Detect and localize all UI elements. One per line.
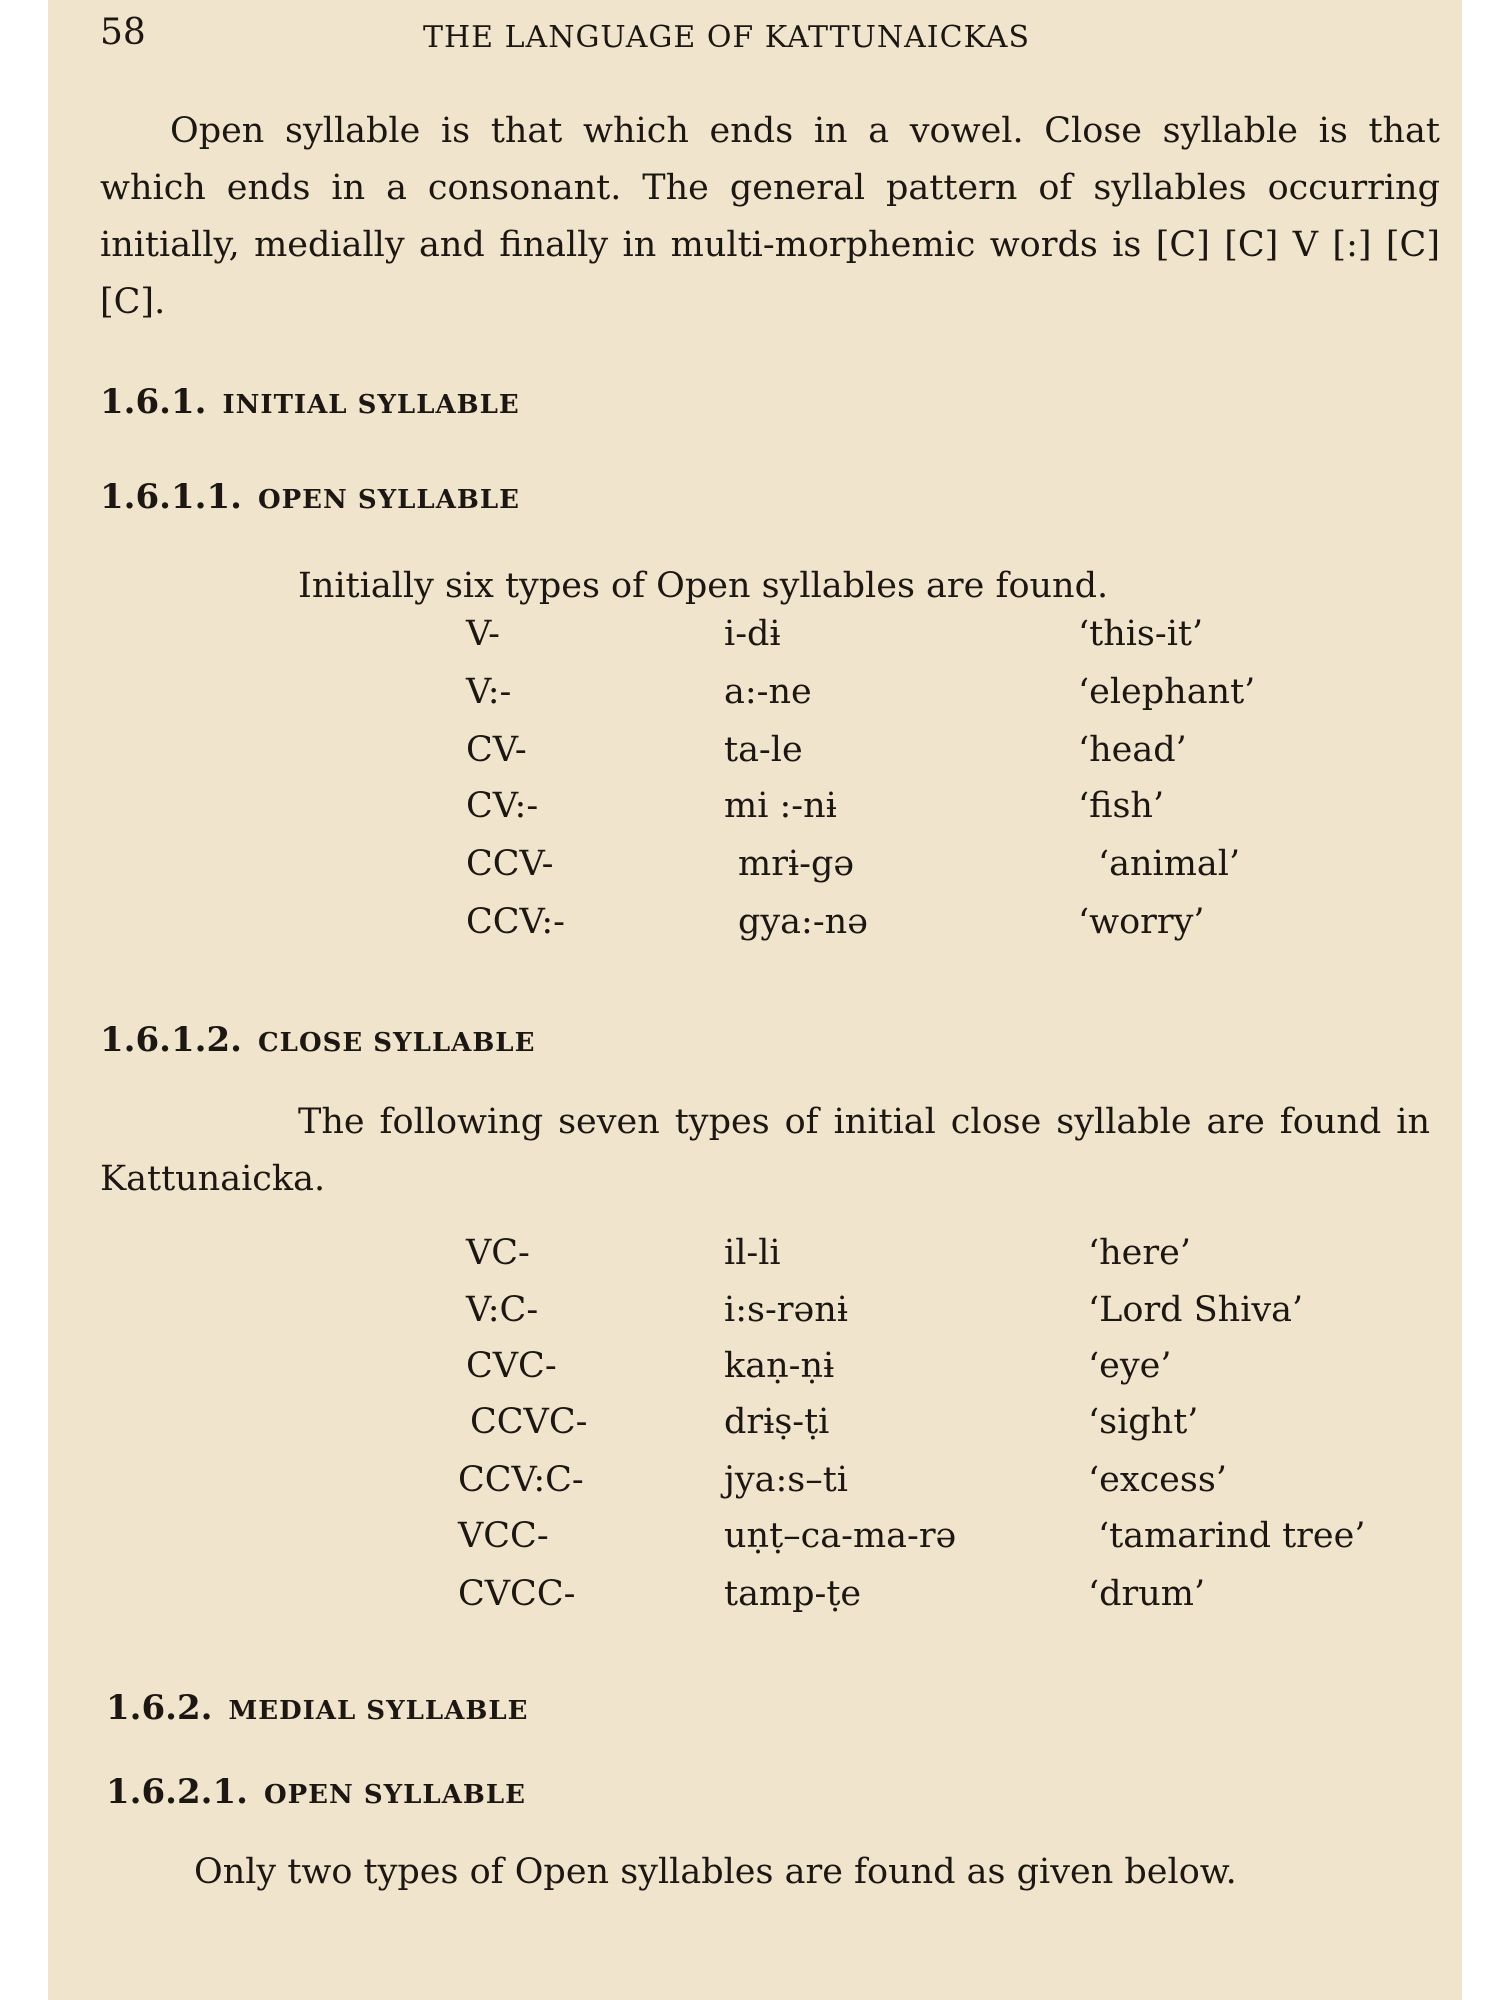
syllable-pattern: CV- (466, 730, 527, 770)
heading-number: 1.6.2.1. (106, 1772, 248, 1812)
intro-paragraph: Open syllable is that which ends in a vowel. Close syllable is that which ends in a consonant. The general pattern of syllables occurring initially, medially and finally in multi-morphemic words is [C] [C] V [:] [C] [C]. (100, 111, 1440, 322)
heading-1-6-2-1 (106, 1772, 526, 1812)
gloss: ‘this-it’ (1078, 614, 1204, 654)
heading-number: 1.6.1.2. (100, 1020, 242, 1060)
gloss: ‘elephant’ (1078, 672, 1256, 712)
heading-number: 1.6.2. (106, 1688, 213, 1728)
example-word: il-li (724, 1233, 781, 1273)
gloss: ‘drum’ (1088, 1574, 1206, 1614)
example-word: drɨṣ-ṭi (724, 1402, 830, 1442)
heading-title: CLOSE SYLLABLE (257, 1028, 536, 1058)
syllable-pattern: V:C- (466, 1290, 539, 1330)
example-word: i-dɨ (724, 614, 781, 654)
gloss: ‘head’ (1078, 730, 1187, 770)
example-row (48, 614, 1462, 670)
gloss: ‘worry’ (1078, 902, 1205, 942)
heading-number: 1.6.1. (100, 382, 207, 422)
example-row (48, 786, 1462, 842)
syllable-pattern: CVCC- (458, 1574, 576, 1614)
open-syllable-intro: Initially six types of Open syllables are found. (298, 566, 1109, 606)
example-word: uṇṭ–ca-ma-rə (724, 1516, 957, 1556)
heading-title: OPEN SYLLABLE (263, 1780, 526, 1810)
close-syllable-intro: The following seven types of initial close syllable are found in Kattunaicka. (100, 1102, 1430, 1199)
heading-1-6-1-2 (100, 1020, 535, 1060)
example-word: kaṇ-ṇɨ (724, 1346, 835, 1386)
book-page (48, 0, 1462, 2000)
heading-1-6-1 (100, 382, 520, 422)
syllable-pattern: CCVC- (470, 1402, 588, 1442)
example-word: jya:s–ti (724, 1460, 849, 1500)
example-row (48, 844, 1462, 900)
page-number: 58 (100, 12, 146, 53)
example-row (48, 902, 1462, 958)
syllable-pattern: CV:- (466, 786, 539, 826)
syllable-pattern: VCC- (458, 1516, 549, 1556)
heading-title: OPEN SYLLABLE (257, 485, 520, 515)
example-row (48, 730, 1462, 786)
syllable-pattern: VC- (466, 1233, 530, 1273)
example-word: mi :-nɨ (724, 786, 837, 826)
example-word: tamp-ṭe (724, 1574, 862, 1614)
medial-open-intro: Only two types of Open syllables are found as given below. (194, 1852, 1237, 1892)
example-row (48, 1402, 1462, 1458)
gloss: ‘Lord Shiva’ (1088, 1290, 1304, 1330)
syllable-pattern: V- (466, 614, 500, 654)
example-row (48, 1460, 1462, 1516)
gloss: ‘animal’ (1098, 844, 1241, 884)
syllable-pattern: CCV:C- (458, 1460, 584, 1500)
running-header: THE LANGUAGE OF KATTUNAICKAS (423, 20, 1030, 55)
gloss: ‘fish’ (1078, 786, 1165, 826)
example-row (48, 1233, 1462, 1289)
heading-title: INITIAL SYLLABLE (222, 390, 520, 420)
syllable-pattern: V:- (466, 672, 512, 712)
syllable-pattern: CVC- (466, 1346, 557, 1386)
gloss: ‘excess’ (1088, 1460, 1227, 1500)
example-row (48, 1574, 1462, 1630)
example-word: a:-ne (724, 672, 812, 712)
example-row (48, 1290, 1462, 1346)
heading-title: MEDIAL SYLLABLE (228, 1696, 529, 1726)
heading-number: 1.6.1.1. (100, 477, 242, 517)
gloss: ‘here’ (1088, 1233, 1191, 1273)
example-row (48, 672, 1462, 728)
gloss: ‘eye’ (1088, 1346, 1172, 1386)
gloss: ‘tamarind tree’ (1098, 1516, 1366, 1556)
example-word: gya:-nə (738, 902, 868, 942)
example-word: i:s-rənɨ (724, 1290, 848, 1330)
heading-1-6-1-1 (100, 477, 520, 517)
example-row (48, 1346, 1462, 1402)
syllable-pattern: CCV:- (466, 902, 565, 942)
heading-1-6-2 (106, 1688, 528, 1728)
example-row (48, 1516, 1462, 1572)
gloss: ‘sight’ (1088, 1402, 1199, 1442)
example-word: ta-le (724, 730, 803, 770)
example-word: mrɨ-gə (738, 844, 855, 884)
syllable-pattern: CCV- (466, 844, 554, 884)
